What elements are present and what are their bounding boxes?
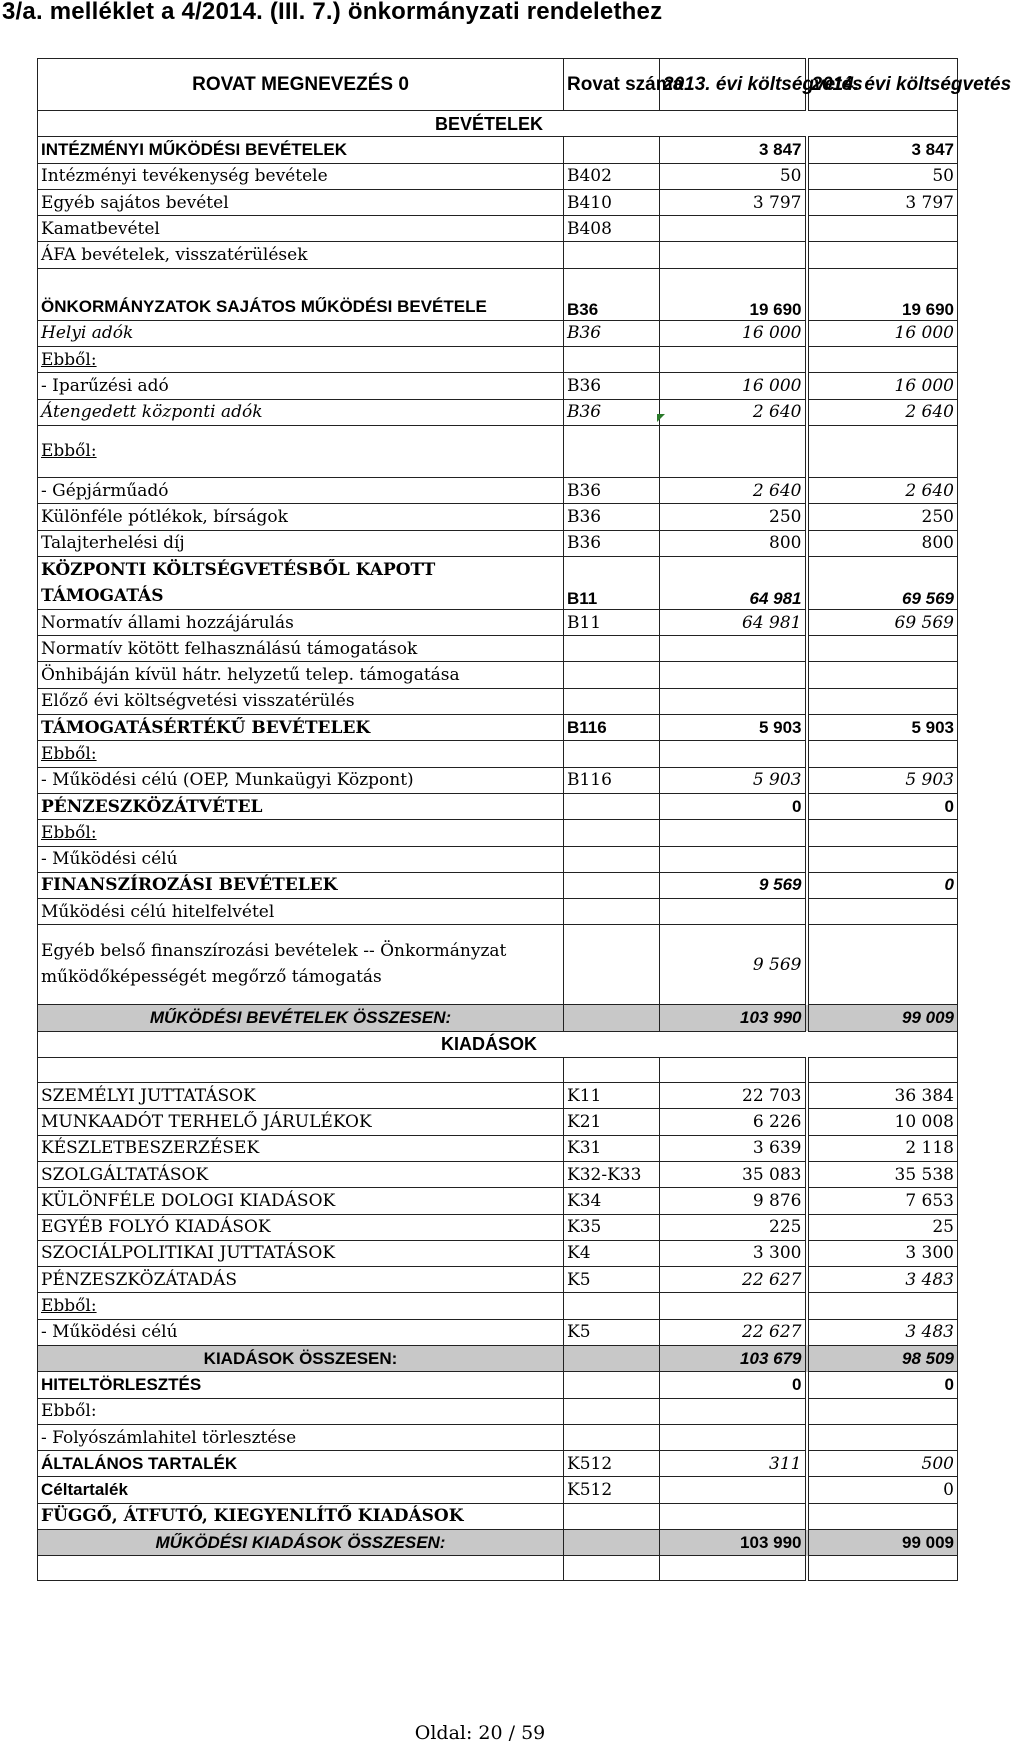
empty-cell — [38, 1556, 564, 1581]
row-2014: 0 — [807, 793, 958, 819]
row-2014 — [807, 1293, 958, 1319]
row-code: B408 — [564, 216, 660, 242]
section-label: BEVÉTELEK — [38, 111, 958, 137]
row-2013 — [660, 425, 807, 477]
empty-row — [38, 1058, 958, 1083]
row-name: Céltartalék — [38, 1477, 564, 1503]
row-name: ÖNKORMÁNYZATOK SAJÁTOS MŰKÖDÉSI BEVÉTELE — [38, 268, 564, 320]
table-row — [38, 1214, 958, 1240]
row-2013: 3 797 — [660, 189, 807, 215]
row-2013: 35 083 — [660, 1161, 807, 1187]
row-2013: 9 569 — [660, 872, 807, 898]
row-name: HITELTÖRLESZTÉS — [38, 1372, 564, 1398]
row-name: ÁLTALÁNOS TARTALÉK — [38, 1451, 564, 1477]
row-2014: 7 653 — [807, 1188, 958, 1214]
row-code: B116 — [564, 715, 660, 741]
header-code: Rovat száma — [564, 59, 660, 111]
row-2014 — [807, 347, 958, 373]
row-2013: 9 569 — [660, 925, 807, 1005]
row-2014: 5 903 — [807, 767, 958, 793]
row-code: K512 — [564, 1477, 660, 1503]
total-row — [38, 1005, 958, 1031]
row-2013 — [660, 846, 807, 872]
row-2013 — [660, 899, 807, 925]
row-code — [564, 1398, 660, 1424]
table-row — [38, 1109, 958, 1135]
row-name: Önhibáján kívül hátr. helyzetű telep. támogatása — [38, 662, 564, 688]
table-row — [38, 425, 958, 477]
row-name: Ebből: — [38, 1293, 564, 1319]
table-row — [38, 504, 958, 530]
row-2013: 64 981 — [660, 556, 807, 609]
row-name: SZOCIÁLPOLITIKAI JUTTATÁSOK — [38, 1240, 564, 1266]
empty-cell — [660, 1556, 807, 1581]
row-2014: 3 300 — [807, 1240, 958, 1266]
row-code: B36 — [564, 504, 660, 530]
total-label: KIADÁSOK ÖSSZESEN: — [38, 1345, 564, 1371]
table-row — [38, 347, 958, 373]
table-row — [38, 1293, 958, 1319]
row-code: B116 — [564, 767, 660, 793]
table-row — [38, 872, 958, 898]
row-code — [564, 242, 660, 268]
row-2013: 3 300 — [660, 1240, 807, 1266]
table-row — [38, 1503, 958, 1529]
row-2014: 0 — [807, 1477, 958, 1503]
section-revenue — [38, 111, 958, 137]
row-name: Normatív állami hozzájárulás — [38, 609, 564, 635]
table-row — [38, 1477, 958, 1503]
row-name: Átengedett központi adók — [38, 399, 564, 425]
row-2013 — [660, 688, 807, 714]
table-row — [38, 242, 958, 268]
row-name: EGYÉB FOLYÓ KIADÁSOK — [38, 1214, 564, 1240]
total-code — [564, 1005, 660, 1031]
row-code — [564, 899, 660, 925]
row-name: TÁMOGATÁSÉRTÉKŰ BEVÉTELEK — [38, 715, 564, 741]
row-2013: 16 000 — [660, 373, 807, 399]
table-row — [38, 662, 958, 688]
section-expense — [38, 1031, 958, 1057]
row-2014: 0 — [807, 1372, 958, 1398]
total-label: MŰKÖDÉSI KIADÁSOK ÖSSZESEN: — [38, 1530, 564, 1556]
row-name: Működési célú hitelfelvétel — [38, 899, 564, 925]
row-name: PÉNZESZKÖZÁTADÁS — [38, 1267, 564, 1293]
header-name: ROVAT MEGNEVEZÉS 0 — [38, 59, 564, 111]
row-name: FINANSZÍROZÁSI BEVÉTELEK — [38, 872, 564, 898]
row-code — [564, 1293, 660, 1319]
row-name: Ebből: — [38, 820, 564, 846]
row-2013: 19 690 — [660, 268, 807, 320]
empty-cell — [38, 1058, 564, 1083]
row-code — [564, 1372, 660, 1398]
row-2013: 64 981 — [660, 609, 807, 635]
row-code: K512 — [564, 1451, 660, 1477]
row-code — [564, 137, 660, 163]
table-row — [38, 163, 958, 189]
row-name: - Iparűzési adó — [38, 373, 564, 399]
row-name: PÉNZESZKÖZÁTVÉTEL — [38, 793, 564, 819]
table-row — [38, 767, 958, 793]
row-code — [564, 688, 660, 714]
row-code: K35 — [564, 1214, 660, 1240]
page-title: 3/a. melléklet a 4/2014. (III. 7.) önkormányzati rendelethez — [2, 0, 663, 25]
empty-cell — [807, 1058, 958, 1083]
table-row — [38, 1451, 958, 1477]
row-2013: 225 — [660, 1214, 807, 1240]
row-2013 — [660, 1424, 807, 1450]
row-code: B36 — [564, 320, 660, 346]
row-code — [564, 1424, 660, 1450]
row-name: KÜLÖNFÉLE DOLOGI KIADÁSOK — [38, 1188, 564, 1214]
row-2014: 25 — [807, 1214, 958, 1240]
row-2013 — [660, 347, 807, 373]
row-name: INTÉZMÉNYI MŰKÖDÉSI BEVÉTELEK — [38, 137, 564, 163]
row-code — [564, 662, 660, 688]
total-code — [564, 1530, 660, 1556]
empty-row — [38, 1556, 958, 1581]
row-code — [564, 347, 660, 373]
row-name: Egyéb sajátos bevétel — [38, 189, 564, 215]
total-2014: 98 509 — [807, 1345, 958, 1371]
table-row — [38, 1135, 958, 1161]
total-label: MŰKÖDÉSI BEVÉTELEK ÖSSZESEN: — [38, 1005, 564, 1031]
row-2014 — [807, 741, 958, 767]
row-code: K11 — [564, 1083, 660, 1109]
row-name: Helyi adók — [38, 320, 564, 346]
row-2013 — [660, 242, 807, 268]
row-2013: 5 903 — [660, 715, 807, 741]
cell-comment-marker — [657, 414, 665, 422]
row-2014: 500 — [807, 1451, 958, 1477]
row-name: - Folyószámlahitel törlesztése — [38, 1424, 564, 1450]
row-code: K4 — [564, 1240, 660, 1266]
row-2013: 6 226 — [660, 1109, 807, 1135]
row-2014: 5 903 — [807, 715, 958, 741]
row-code — [564, 846, 660, 872]
total-2014: 99 009 — [807, 1530, 958, 1556]
row-code: K5 — [564, 1267, 660, 1293]
table-header — [38, 59, 958, 111]
total-2014: 99 009 — [807, 1005, 958, 1031]
row-2014 — [807, 1398, 958, 1424]
table-row — [38, 1372, 958, 1398]
row-2013: 2 640 — [660, 477, 807, 503]
table-row — [38, 1267, 958, 1293]
row-2014 — [807, 425, 958, 477]
table-row — [38, 137, 958, 163]
table-row — [38, 556, 958, 609]
total-2013: 103 990 — [660, 1530, 807, 1556]
row-2014: 69 569 — [807, 609, 958, 635]
table-row — [38, 373, 958, 399]
row-code: B11 — [564, 556, 660, 609]
row-code: K5 — [564, 1319, 660, 1345]
row-2013: 800 — [660, 530, 807, 556]
row-2013: 22 627 — [660, 1319, 807, 1345]
row-2013 — [660, 1477, 807, 1503]
row-2013: 22 627 — [660, 1267, 807, 1293]
row-2014 — [807, 688, 958, 714]
table-row — [38, 268, 958, 320]
row-2014: 10 008 — [807, 1109, 958, 1135]
total-2013: 103 679 — [660, 1345, 807, 1371]
row-name: MUNKAADÓT TERHELŐ JÁRULÉKOK — [38, 1109, 564, 1135]
row-code — [564, 820, 660, 846]
table-row — [38, 1398, 958, 1424]
row-name: - Működési célú (OEP, Munkaügyi Központ) — [38, 767, 564, 793]
table-row — [38, 477, 958, 503]
empty-cell — [807, 1556, 958, 1581]
row-2014 — [807, 1503, 958, 1529]
row-2013: 2 640 — [660, 399, 807, 425]
row-2013: 311 — [660, 1451, 807, 1477]
row-name: Ebből: — [38, 741, 564, 767]
row-2013: 9 876 — [660, 1188, 807, 1214]
row-code — [564, 425, 660, 477]
table-row — [38, 1319, 958, 1345]
table-row — [38, 846, 958, 872]
row-2014 — [807, 846, 958, 872]
row-name: KÖZPONTI KÖLTSÉGVETÉSBŐL KAPOTT TÁMOGATÁS — [38, 556, 564, 609]
row-name: Talajterhelési díj — [38, 530, 564, 556]
row-2013: 0 — [660, 793, 807, 819]
header-2013: 2013. évi költségvetés — [660, 59, 807, 111]
budget-table — [37, 58, 1011, 1581]
row-name: Kamatbevétel — [38, 216, 564, 242]
row-name: SZOLGÁLTATÁSOK — [38, 1161, 564, 1187]
row-2013: 3 639 — [660, 1135, 807, 1161]
row-2013: 16 000 — [660, 320, 807, 346]
row-code — [564, 1503, 660, 1529]
row-code: B11 — [564, 609, 660, 635]
row-2014: 250 — [807, 504, 958, 530]
table-row — [38, 899, 958, 925]
row-name: Intézményi tevékenység bevétele — [38, 163, 564, 189]
row-code: K31 — [564, 1135, 660, 1161]
row-code: B36 — [564, 268, 660, 320]
empty-cell — [564, 1058, 660, 1083]
row-name: ÁFA bevételek, visszatérülések — [38, 242, 564, 268]
total-row — [38, 1345, 958, 1371]
row-name: Különféle pótlékok, bírságok — [38, 504, 564, 530]
row-code: B36 — [564, 477, 660, 503]
table-row — [38, 1188, 958, 1214]
table-row — [38, 1161, 958, 1187]
row-name: Ebből: — [38, 425, 564, 477]
row-2013 — [660, 741, 807, 767]
row-name: KÉSZLETBESZERZÉSEK — [38, 1135, 564, 1161]
row-code: B36 — [564, 399, 660, 425]
row-name: Ebből: — [38, 347, 564, 373]
row-name: - Gépjárműadó — [38, 477, 564, 503]
table-row — [38, 216, 958, 242]
row-code — [564, 793, 660, 819]
row-name: Előző évi költségvetési visszatérülés — [38, 688, 564, 714]
row-2014: 50 — [807, 163, 958, 189]
row-code: K21 — [564, 1109, 660, 1135]
row-code: B36 — [564, 530, 660, 556]
row-code: K32-K33 — [564, 1161, 660, 1187]
row-2014 — [807, 1424, 958, 1450]
row-2014: 800 — [807, 530, 958, 556]
row-code — [564, 872, 660, 898]
row-2014: 3 483 — [807, 1267, 958, 1293]
row-2013: 5 903 — [660, 767, 807, 793]
table-row — [38, 1240, 958, 1266]
row-name: - Működési célú — [38, 1319, 564, 1345]
table-row — [38, 688, 958, 714]
table-row — [38, 320, 958, 346]
page-footer: Oldal: 20 / 59 — [414, 1722, 546, 1744]
table-row — [38, 530, 958, 556]
table-row — [38, 609, 958, 635]
empty-cell — [660, 1058, 807, 1083]
row-2014: 2 640 — [807, 399, 958, 425]
table-row — [38, 925, 958, 1005]
row-2014 — [807, 899, 958, 925]
row-2014: 69 569 — [807, 556, 958, 609]
row-name: Egyéb belső finanszírozási bevételek -- Önkormányzat működőképességét megőrző támogatás — [38, 925, 564, 1005]
table-row — [38, 636, 958, 662]
row-2013 — [660, 1293, 807, 1319]
table-row — [38, 1083, 958, 1109]
row-2013: 0 — [660, 1372, 807, 1398]
row-2014 — [807, 242, 958, 268]
row-name: FÜGGŐ, ÁTFUTÓ, KIEGYENLÍTŐ KIADÁSOK — [38, 1503, 564, 1529]
table-row — [38, 715, 958, 741]
row-2014: 0 — [807, 872, 958, 898]
row-name: Ebből: — [38, 1398, 564, 1424]
row-2014: 36 384 — [807, 1083, 958, 1109]
row-2013: 250 — [660, 504, 807, 530]
row-name: Normatív kötött felhasználású támogatások — [38, 636, 564, 662]
row-code — [564, 741, 660, 767]
header-2014: 2014. évi költségvetés — [807, 59, 958, 111]
row-2014 — [807, 216, 958, 242]
row-2013 — [660, 636, 807, 662]
total-code — [564, 1345, 660, 1371]
total-row — [38, 1530, 958, 1556]
row-2013: 50 — [660, 163, 807, 189]
table-row — [38, 399, 958, 425]
row-2014 — [807, 636, 958, 662]
total-2013: 103 990 — [660, 1005, 807, 1031]
row-2014: 19 690 — [807, 268, 958, 320]
row-code: B410 — [564, 189, 660, 215]
row-2014: 35 538 — [807, 1161, 958, 1187]
table-row — [38, 793, 958, 819]
row-2014: 3 483 — [807, 1319, 958, 1345]
row-2013 — [660, 662, 807, 688]
section-label: KIADÁSOK — [38, 1031, 958, 1057]
row-2014: 2 118 — [807, 1135, 958, 1161]
row-2014: 2 640 — [807, 477, 958, 503]
row-2013 — [660, 1503, 807, 1529]
row-2014: 3 797 — [807, 189, 958, 215]
row-name: SZEMÉLYI JUTTATÁSOK — [38, 1083, 564, 1109]
row-2013 — [660, 216, 807, 242]
row-code — [564, 925, 660, 1005]
row-2013 — [660, 820, 807, 846]
row-code — [564, 636, 660, 662]
row-2013: 3 847 — [660, 137, 807, 163]
row-2014 — [807, 820, 958, 846]
row-name: - Működési célú — [38, 846, 564, 872]
row-code: B402 — [564, 163, 660, 189]
row-code: K34 — [564, 1188, 660, 1214]
table-row — [38, 1424, 958, 1450]
row-code: B36 — [564, 373, 660, 399]
row-2014: 16 000 — [807, 373, 958, 399]
table-row — [38, 820, 958, 846]
row-2014: 16 000 — [807, 320, 958, 346]
row-2013 — [660, 1398, 807, 1424]
row-2013: 22 703 — [660, 1083, 807, 1109]
row-2014 — [807, 662, 958, 688]
row-2014: 3 847 — [807, 137, 958, 163]
empty-cell — [564, 1556, 660, 1581]
table-row — [38, 741, 958, 767]
table-row — [38, 189, 958, 215]
row-2014 — [807, 925, 958, 1005]
